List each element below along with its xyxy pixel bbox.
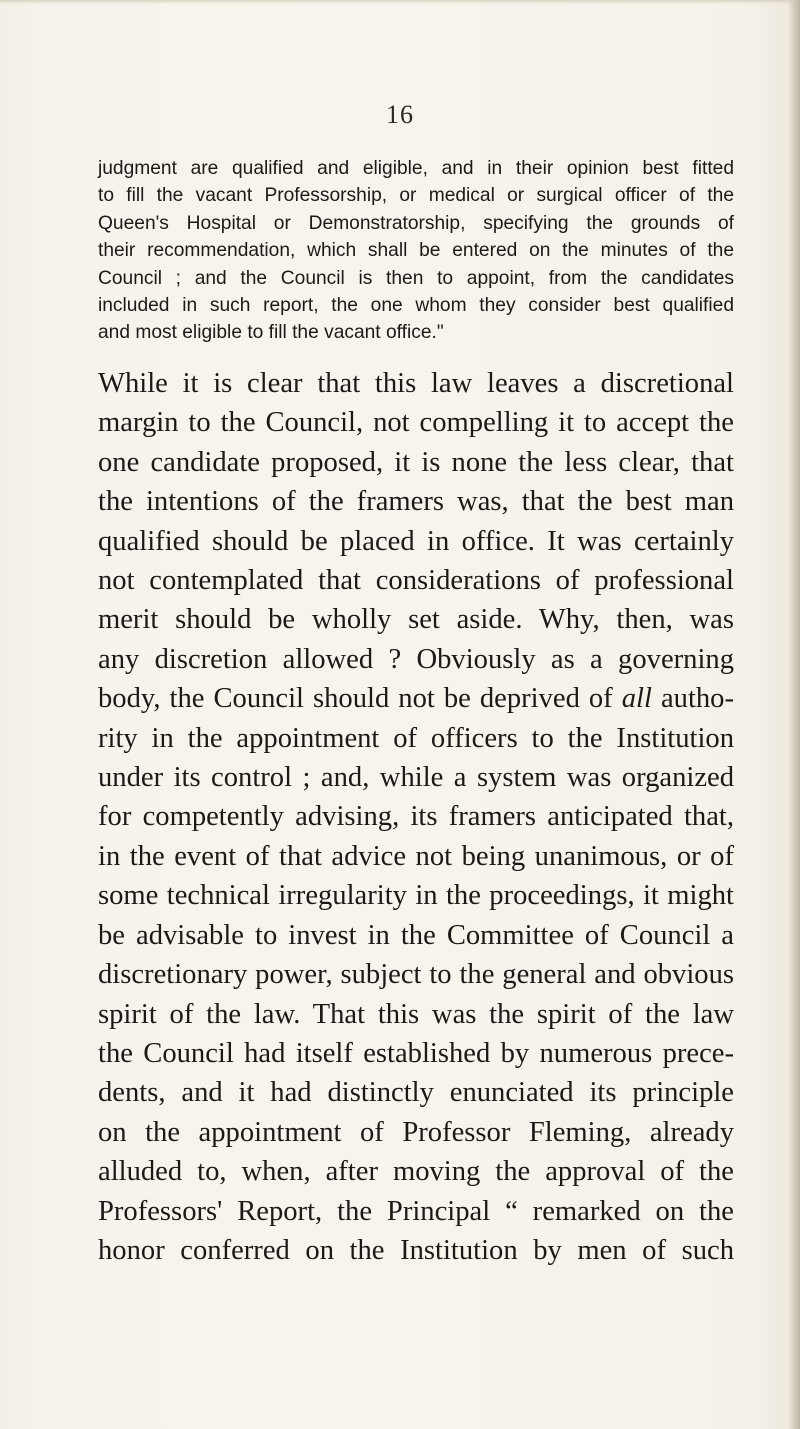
body-line-start: body, the Council should not be deprived of xyxy=(98,683,613,715)
body-line: spirit of the law. That this was the spirit of the law xyxy=(98,998,734,1030)
body-line: be advisable to invest in the Committee of Council a xyxy=(98,919,734,951)
quote-line: Queen's Hospital or Demonstratorship, specifying the grounds of xyxy=(98,212,734,234)
quote-line: judgment are qualified and eligible, and in their opinion best fitted xyxy=(98,158,734,179)
body-line: in the event of that advice not being unanimous, or of xyxy=(98,840,734,872)
body-line-end: autho- xyxy=(651,683,735,715)
body-paragraph xyxy=(98,364,734,1270)
body-line: While it is clear that this law leaves a discretional xyxy=(98,368,734,399)
body-line: under its control ; and, while a system was organized xyxy=(98,762,734,794)
body-line: for competently advising, its framers anticipated that, xyxy=(98,801,734,833)
body-line: honor conferred on the Institution by men of such xyxy=(98,1234,734,1266)
body-line: one candidate proposed, it is none the less clear, that xyxy=(98,446,734,478)
body-line: qualified should be placed in office. It was certainly xyxy=(98,525,734,557)
body-line: on the appointment of Professor Fleming, already xyxy=(98,1116,734,1148)
page-number: 16 xyxy=(386,100,414,129)
quote-line: and most eligible to fill the vacant office." xyxy=(98,322,444,344)
body-line: the intentions of the framers was, that the best man xyxy=(98,486,734,518)
body-line: any discretion allowed ? Obviously as a governing xyxy=(98,643,734,675)
body-line: the Council had itself established by numerous prece- xyxy=(98,1037,734,1069)
italic-word: all xyxy=(621,683,652,715)
body-line: discretionary power, subject to the general and obvious xyxy=(98,959,734,991)
quoted-law-paragraph xyxy=(98,155,734,347)
body-line: some technical irregularity in the proceedings, it might xyxy=(98,880,734,912)
page-fore-edge xyxy=(788,0,800,1429)
quote-line: included in such report, the one whom they consider best qualified xyxy=(98,295,734,317)
body-line: not contemplated that considerations of professional xyxy=(98,565,734,597)
quote-line: Council ; and the Council is then to appoint, from the candidates xyxy=(98,267,734,289)
page-top-shadow xyxy=(0,0,800,4)
body-line-with-italic xyxy=(98,679,734,718)
body-line: rity in the appointment of officers to the Institution xyxy=(98,722,734,754)
body-line: merit should be wholly set aside. Why, then, was xyxy=(98,604,734,636)
quote-line: their recommendation, which shall be entered on the minutes of the xyxy=(98,240,734,262)
body-line: Professors' Report, the Principal “ remarked on the xyxy=(98,1195,734,1227)
body-line: margin to the Council, not compelling it to accept the xyxy=(98,407,734,439)
body-line: dents, and it had distinctly enunciated its principle xyxy=(98,1077,734,1109)
body-line: alluded to, when, after moving the approval of the xyxy=(98,1156,734,1188)
quote-line: to fill the vacant Professorship, or medical or surgical officer of the xyxy=(98,185,734,207)
